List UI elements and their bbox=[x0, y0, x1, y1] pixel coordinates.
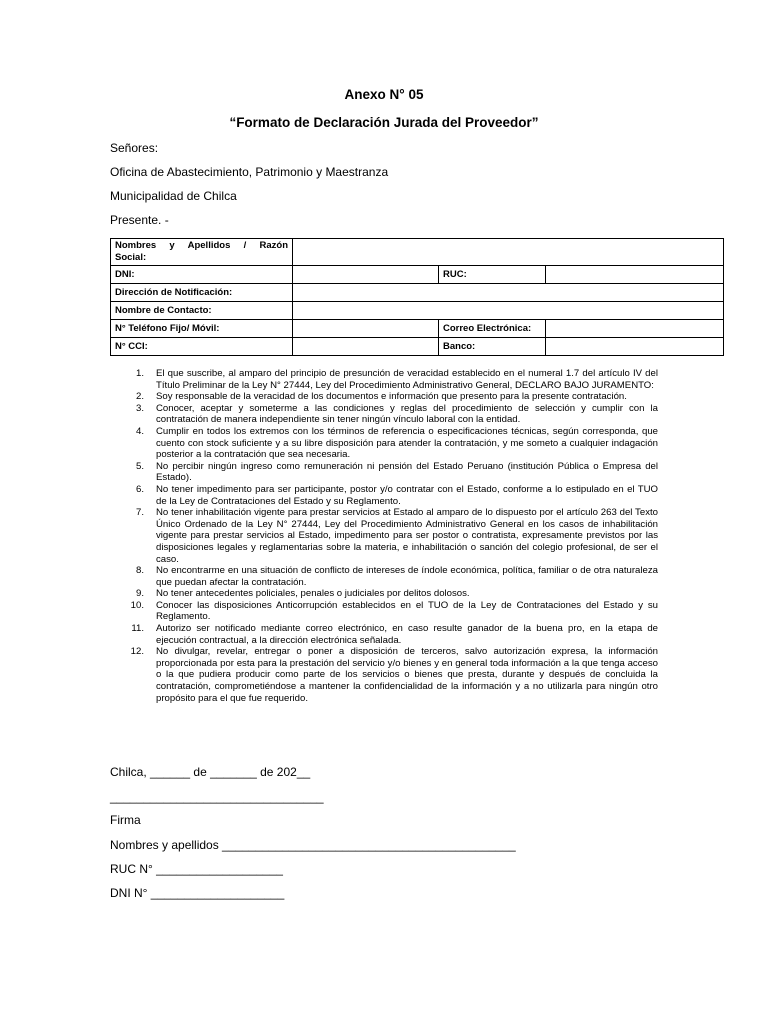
dni-label: DNI: bbox=[111, 266, 293, 284]
supplier-data-table bbox=[110, 238, 724, 356]
table-row bbox=[111, 284, 724, 302]
municipality-line: Municipalidad de Chilca bbox=[110, 189, 237, 203]
declaration-number: 12. bbox=[130, 646, 144, 658]
cci-value-cell[interactable] bbox=[293, 338, 439, 356]
declaration-number: 3. bbox=[135, 402, 144, 414]
table-row bbox=[111, 239, 724, 266]
bank-label: Banco: bbox=[439, 338, 546, 356]
declaration-item bbox=[128, 368, 658, 391]
declaration-text: Conocer, aceptar y someterme a las condiciones y reglas del procedimiento de selección y cumplir con la contratación de manera independiente sin tener ningún vínculo laboral con la entidad. bbox=[156, 402, 658, 426]
address-label: Dirección de Notificación: bbox=[111, 284, 293, 302]
declaration-number: 2. bbox=[135, 391, 144, 403]
declaration-number: 8. bbox=[135, 565, 144, 577]
table-row bbox=[111, 338, 724, 356]
declaration-number: 10. bbox=[130, 599, 144, 611]
dni-line: DNI N° ____________________ bbox=[110, 886, 285, 900]
salutation: Señores: bbox=[110, 141, 159, 155]
declaration-text: Autorizo ser notificado mediante correo electrónico, en caso resulte ganador de la buena pro, en la etapa de ejecución contractual, a la dirección electrónica señalada. bbox=[156, 623, 658, 646]
declaration-item bbox=[128, 403, 658, 426]
declaration-item bbox=[128, 426, 658, 461]
name-label-line2: Social: bbox=[115, 252, 147, 263]
date-line: Chilca, ______ de _______ de 202__ bbox=[110, 765, 311, 779]
name-label-line1: Nombres y Apellidos / Razón bbox=[115, 240, 288, 251]
declaration-text: No tener antecedentes policiales, penales o judiciales por delitos dolosos. bbox=[156, 588, 470, 600]
signature-label: Firma bbox=[110, 813, 141, 827]
email-value-cell[interactable] bbox=[546, 320, 724, 338]
declaration-number: 9. bbox=[135, 588, 144, 600]
phone-label: N° Teléfono Fijo/ Móvil: bbox=[111, 320, 293, 338]
declaration-item bbox=[128, 507, 658, 565]
table-row bbox=[111, 302, 724, 320]
declaration-text: Soy responsable de la veracidad de los documentos e información que presento para la presente contratación. bbox=[156, 391, 627, 403]
declaration-number: 7. bbox=[135, 507, 144, 519]
declaration-number: 6. bbox=[135, 483, 144, 495]
declaration-text: Conocer las disposiciones Anticorrupción establecidos en el TUO de la Ley de Contrataciones del Estado y su Reglamento. bbox=[156, 599, 658, 623]
present-line: Presente. - bbox=[110, 213, 169, 227]
declaration-item bbox=[128, 600, 658, 623]
bank-value-cell[interactable] bbox=[546, 338, 724, 356]
declaration-item bbox=[128, 565, 658, 588]
declaration-item bbox=[128, 588, 658, 600]
declaration-text: No encontrarme en una situación de conflicto de intereses de índole económica, política, familiar o de otra naturaleza que puedan afectar la contratación. bbox=[156, 565, 658, 588]
names-line: Nombres y apellidos ____________________________________________ bbox=[110, 838, 516, 852]
declaration-text: Cumplir en todos los extremos con los términos de referencia o especificaciones técnicas, según corresponda, que cuento con stock suficiente y a su libre disposición para atender la contratación, y me someto a cualquier indagación posterior a la contratación que sea necesaria. bbox=[156, 425, 658, 461]
dni-value-cell[interactable] bbox=[293, 266, 439, 284]
cci-label: N° CCI: bbox=[111, 338, 293, 356]
ruc-label: RUC: bbox=[439, 266, 546, 284]
declaration-text: No tener inhabilitación vigente para prestar servicios at Estado al amparo de lo dispuesto por el artículo 263 del Texto Único Ordenado de la Ley N° 27444, Ley del Procedimiento Administrativo General en los casos de inhabilitación vigente para prestar servicios al Estado, impedimento para ser postor o contratista, expresamente previstos por las disposiciones legales y reglamentarias sobre la materia, e inhabilitación o sanción del colegio profesional, de ser el caso. bbox=[156, 507, 658, 565]
form-title: “Formato de Declaración Jurada del Proveedor” bbox=[229, 115, 539, 130]
table-row bbox=[111, 320, 724, 338]
declaration-text: El que suscribe, al amparo del principio de presunción de veracidad establecido en el numeral 1.7 del artículo IV del Título Preliminar de la Ley N° 27444, Ley del Procedimiento Administrativo General, DECLARO BAJO JURAMENTO: bbox=[156, 368, 658, 391]
declaration-text: No tener impedimento para ser participante, postor y/o contratar con el Estado, conforme a lo estipulado en el TUO de la Ley de Contrataciones del Estado y su Reglamento. bbox=[156, 483, 658, 507]
address-value-cell[interactable] bbox=[293, 284, 724, 302]
declaration-text: No divulgar, revelar, entregar o poner a disposición de terceros, salvo autorización expresa, la información proporcionada por esta para la prestación del servicio y/o bienes y en general toda información a la que tenga acceso o la que pudiera producir como parte de los servicios o bienes que presta, durante y después de concluida la contratación, comprometiéndose a mantener la confidencialidad de la información y a no utilizarla para ningún otro propósito para el que fue requerido. bbox=[156, 646, 658, 704]
declaration-item bbox=[128, 484, 658, 507]
phone-value-cell[interactable] bbox=[293, 320, 439, 338]
signature-line: ________________________________ bbox=[110, 790, 324, 804]
declarations-list bbox=[128, 368, 658, 704]
declaration-item bbox=[128, 391, 658, 403]
name-label-cell bbox=[111, 239, 293, 266]
declaration-item bbox=[128, 623, 658, 646]
declaration-number: 5. bbox=[135, 460, 144, 472]
email-label: Correo Electrónica: bbox=[439, 320, 546, 338]
office-line: Oficina de Abastecimiento, Patrimonio y Maestranza bbox=[110, 165, 389, 179]
declaration-number: 1. bbox=[135, 368, 144, 379]
declaration-item bbox=[128, 646, 658, 704]
ruc-value-cell[interactable] bbox=[546, 266, 724, 284]
contact-value-cell[interactable] bbox=[293, 302, 724, 320]
contact-label: Nombre de Contacto: bbox=[111, 302, 293, 320]
annex-title: Anexo N° 05 bbox=[344, 87, 424, 102]
table-row bbox=[111, 266, 724, 284]
ruc-line: RUC N° ___________________ bbox=[110, 862, 283, 876]
name-value-cell[interactable] bbox=[293, 239, 724, 266]
declaration-item bbox=[128, 461, 658, 484]
declaration-number: 4. bbox=[135, 425, 144, 437]
declaration-text: No percibir ningún ingreso como remuneración ni pensión del Estado Peruano (institución Pública o Empresa del Estado). bbox=[156, 460, 658, 484]
declaration-number: 11. bbox=[131, 623, 144, 635]
